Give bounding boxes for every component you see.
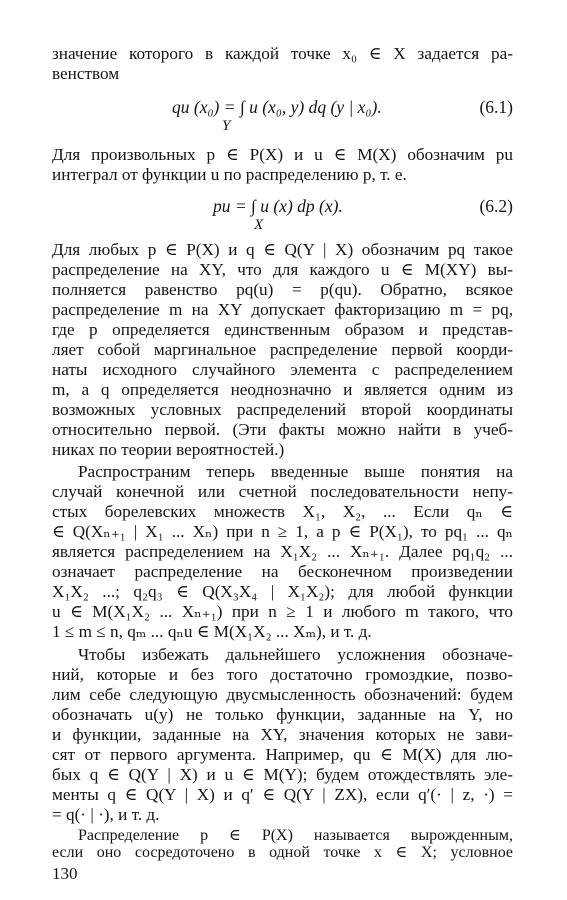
text-line: Для произвольных p ∈ P(X) и u ∈ M(X) обозначим pu: [52, 145, 513, 164]
text-line: наты исходного случайного элемента с распределением: [52, 360, 513, 379]
text-line: распределение m на XY допускает факторизацию m = pq,: [52, 300, 513, 319]
text-line: венством: [52, 64, 120, 83]
text-line: лим себе следующую двусмысленность обозначений: будем: [52, 685, 513, 704]
equation-number: (6.1): [479, 97, 513, 117]
text-line: обозначать u(y) не только функции, заданные на Y, но: [52, 705, 513, 724]
text-line: стых борелевских множеств X₁, X₂, ... Если qₙ ∈: [52, 502, 513, 521]
formula-6-2: pu = ∫ u (x) dp (x).: [213, 196, 343, 216]
text-line: если оно сосредоточено в одной точке x ∈ X; условное: [52, 844, 513, 861]
text-line: и функции, заданные на XY, значения которых не зави-: [52, 725, 513, 744]
text-line: означает распределение на бесконечном произведении: [52, 562, 513, 581]
text-line: X₁X₂ ...; q₂q₃ ∈ Q(X₃X₄ | X₁X₂); для любой функции: [52, 582, 513, 601]
page-number: 130: [52, 864, 78, 883]
integral-subscript: Y: [222, 118, 231, 134]
text-line: где p определяется единственным образом и представ-: [52, 320, 513, 339]
text-line: ляет собой маргинальное распределение первой коорди-: [52, 340, 513, 359]
text-line: Для любых p ∈ P(X) и q ∈ Q(Y | X) обозначим pq такое: [52, 240, 513, 259]
equation-number: (6.2): [479, 196, 513, 216]
text-line: распределение на XY, что для каждого u ∈ M(XY) вы-: [52, 260, 513, 279]
text-line: Распространим теперь введенные выше понятия на: [78, 462, 513, 481]
text-line: интеграл от функции u по распределению p, т. е.: [52, 165, 407, 184]
text-line: возможных условных распределений второй координаты: [52, 400, 513, 419]
text-line: = q(· | ·), и т. д.: [52, 805, 160, 824]
formula-6-1: qu (x₀) = ∫ u (x₀, y) dq (y | x₀).: [172, 97, 382, 117]
text-line: случай конечной или счетной последовательности непу-: [52, 482, 513, 501]
text-line: бых q ∈ Q(Y | X) и u ∈ M(Y); будем отождествлять эле-: [52, 765, 513, 784]
text-line: никах по теории вероятностей.): [52, 440, 285, 459]
text-line: сят от первого аргумента. Например, qu ∈ M(X) для лю-: [52, 745, 513, 764]
text-line: Распределение p ∈ P(X) называется вырожденным,: [78, 827, 513, 844]
text-line: ∈ Q(Xₙ₊₁ | X₁ ... Xₙ) при n ≥ 1, а p ∈ P(X₁), то pq₁ ... qₙ: [52, 522, 513, 541]
text-line: m, а q определяется неоднозначно и является одним из: [52, 380, 513, 399]
text-line: значение которого в каждой точке x₀ ∈ X задается ра-: [52, 44, 513, 63]
integral-subscript: X: [254, 217, 264, 233]
text-line: полняется равенство pq(u) = p(qu). Обратно, всякое: [52, 280, 513, 299]
text-line: является распределением на X₁X₂ ... Xₙ₊₁. Далее pq₁q₂ ...: [52, 542, 513, 561]
text-line: менты q ∈ Q(Y | X) и q′ ∈ Q(Y | ZX), если q′(· | z, ·) =: [52, 785, 513, 804]
text-line: относительно первой. (Эти факты можно найти в учеб-: [52, 420, 513, 439]
text-line: u ∈ M(X₁X₂ ... Xₙ₊₁) при n ≥ 1 и любого m такого, что: [52, 602, 513, 621]
text-line: Чтобы избежать дальнейшего усложнения обозначе-: [78, 645, 513, 664]
text-line: 1 ≤ m ≤ n, qₘ ... qₙu ∈ M(X₁X₂ ... Xₘ), и т. д.: [52, 622, 372, 641]
text-line: ний, которые и без того достаточно громоздкие, позво-: [52, 665, 513, 684]
